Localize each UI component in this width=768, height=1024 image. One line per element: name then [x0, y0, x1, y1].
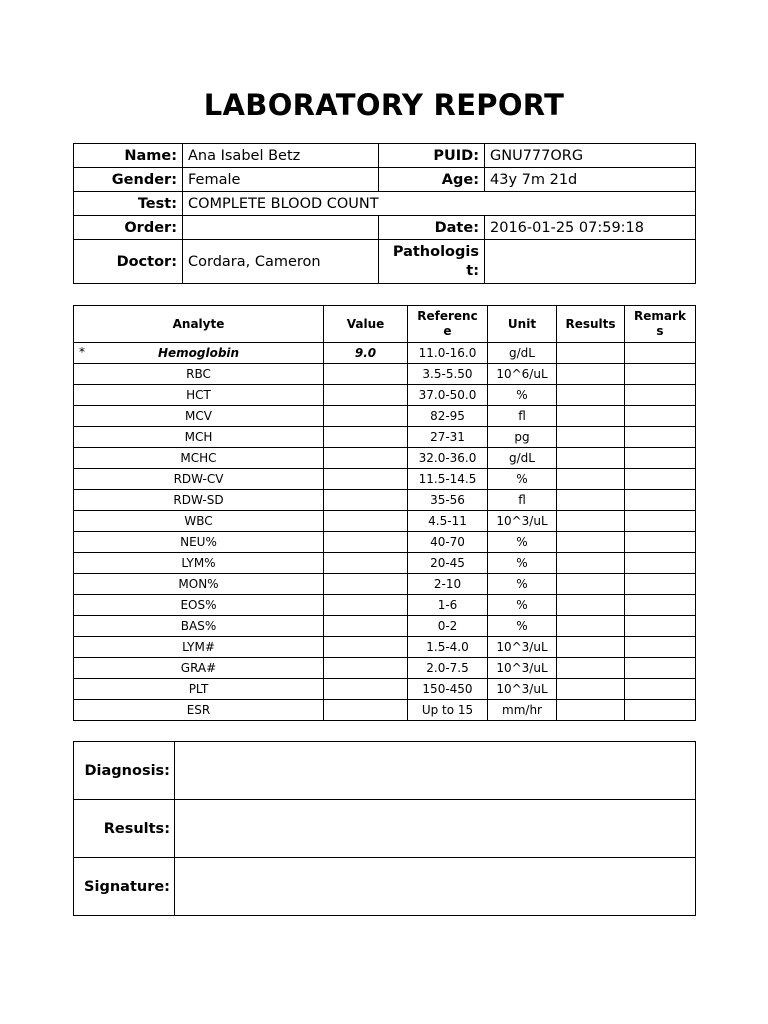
analyte-results [557, 469, 625, 490]
analyte-reference: 82-95 [408, 406, 488, 427]
analyte-cell [74, 511, 324, 532]
analyte-results [557, 574, 625, 595]
table-row [74, 448, 696, 469]
table-row [74, 511, 696, 532]
analyte-name: RDW-SD [173, 493, 224, 507]
analyte-value [324, 511, 408, 532]
analyte-name: MON% [178, 577, 219, 591]
analyte-cell [74, 427, 324, 448]
analyte-unit: % [488, 595, 557, 616]
table-row [74, 469, 696, 490]
header-remarks-line1: Remark [634, 309, 686, 323]
analyte-name: WBC [184, 514, 213, 528]
puid-label: PUID: [379, 144, 485, 168]
analyte-unit: % [488, 616, 557, 637]
analyte-name: MCV [185, 409, 212, 423]
analyte-remarks [625, 385, 696, 406]
signature-label: Signature: [74, 858, 175, 916]
table-row [74, 427, 696, 448]
order-value [183, 216, 379, 240]
analyte-name: PLT [188, 682, 209, 696]
date-label: Date: [379, 216, 485, 240]
analyte-value: 9.0 [324, 343, 408, 364]
analyte-remarks [625, 490, 696, 511]
pathologist-name [485, 240, 696, 284]
gender-label: Gender: [74, 168, 183, 192]
pathologist-label-line2: t: [466, 262, 479, 279]
analyte-name: MCHC [180, 451, 217, 465]
analyte-name: RBC [186, 367, 211, 381]
analyte-unit: 10^3/uL [488, 637, 557, 658]
analyte-remarks [625, 406, 696, 427]
analyte-reference: 150-450 [408, 679, 488, 700]
analyte-results [557, 595, 625, 616]
header-remarks [625, 306, 696, 343]
results-row [74, 800, 696, 858]
analyte-name: GRA# [180, 661, 217, 675]
analyte-reference: 2-10 [408, 574, 488, 595]
analyte-unit: % [488, 574, 557, 595]
analyte-cell [74, 364, 324, 385]
abnormal-flag: * [79, 345, 85, 359]
diagnosis-row [74, 742, 696, 800]
name-label: Name: [74, 144, 183, 168]
info-row-gender [74, 168, 696, 192]
analyte-value [324, 553, 408, 574]
analyte-remarks [625, 427, 696, 448]
analyte-unit: fl [488, 490, 557, 511]
header-reference-line2: e [443, 324, 452, 338]
analyte-cell [74, 469, 324, 490]
report-date: 2016-01-25 07:59:18 [485, 216, 696, 240]
table-row [74, 658, 696, 679]
table-row [74, 595, 696, 616]
analyte-remarks [625, 574, 696, 595]
analyte-cell [74, 343, 324, 364]
header-remarks-line2: s [656, 324, 664, 338]
analyte-results [557, 637, 625, 658]
header-value: Value [324, 306, 408, 343]
analyte-remarks [625, 637, 696, 658]
analyte-remarks [625, 595, 696, 616]
analyte-unit: 10^6/uL [488, 364, 557, 385]
analyte-cell [74, 595, 324, 616]
signature-row [74, 858, 696, 916]
table-row [74, 553, 696, 574]
analyte-results [557, 553, 625, 574]
analyte-unit: fl [488, 406, 557, 427]
analyte-unit: % [488, 532, 557, 553]
analyte-value [324, 448, 408, 469]
table-row [74, 343, 696, 364]
analyte-value [324, 532, 408, 553]
analyte-value [324, 700, 408, 721]
analyte-name: LYM% [181, 556, 216, 570]
analyte-cell [74, 448, 324, 469]
info-row-doctor [74, 240, 696, 284]
analyte-cell [74, 679, 324, 700]
analyte-reference: 32.0-36.0 [408, 448, 488, 469]
analyte-name: NEU% [180, 535, 217, 549]
analyte-name: HCT [186, 388, 211, 402]
analyte-results [557, 616, 625, 637]
header-analyte: Analyte [74, 306, 324, 343]
table-row [74, 532, 696, 553]
analyte-cell [74, 658, 324, 679]
table-row [74, 385, 696, 406]
analyte-name: Hemoglobin [157, 346, 240, 360]
analyte-reference: 1.5-4.0 [408, 637, 488, 658]
info-row-order [74, 216, 696, 240]
patient-info-table [73, 143, 696, 284]
analyte-reference: 4.5-11 [408, 511, 488, 532]
analyte-remarks [625, 343, 696, 364]
analyte-unit: 10^3/uL [488, 511, 557, 532]
analyte-value [324, 616, 408, 637]
analyte-name: EOS% [180, 598, 217, 612]
analyte-remarks [625, 532, 696, 553]
analyte-reference: 11.5-14.5 [408, 469, 488, 490]
analyte-cell [74, 532, 324, 553]
analyte-cell [74, 700, 324, 721]
analyte-value [324, 679, 408, 700]
age-label: Age: [379, 168, 485, 192]
analytes-header-row [74, 306, 696, 343]
analyte-reference: 20-45 [408, 553, 488, 574]
analyte-results [557, 427, 625, 448]
table-row [74, 406, 696, 427]
table-row [74, 637, 696, 658]
info-row-test [74, 192, 696, 216]
analyte-value [324, 658, 408, 679]
header-reference [408, 306, 488, 343]
analyte-cell [74, 385, 324, 406]
analyte-value [324, 469, 408, 490]
table-row [74, 364, 696, 385]
doctor-name: Cordara, Cameron [183, 240, 379, 284]
analyte-cell [74, 574, 324, 595]
test-label: Test: [74, 192, 183, 216]
table-row [74, 490, 696, 511]
analyte-value [324, 637, 408, 658]
analyte-unit: % [488, 385, 557, 406]
analyte-reference: 3.5-5.50 [408, 364, 488, 385]
analyte-cell [74, 490, 324, 511]
analyte-results [557, 490, 625, 511]
info-row-name [74, 144, 696, 168]
analyte-remarks [625, 616, 696, 637]
analyte-unit: g/dL [488, 343, 557, 364]
analyte-remarks [625, 469, 696, 490]
analyte-remarks [625, 658, 696, 679]
table-row [74, 616, 696, 637]
analyte-reference: 35-56 [408, 490, 488, 511]
analytes-table [73, 305, 696, 721]
analyte-results [557, 511, 625, 532]
analyte-results [557, 532, 625, 553]
analyte-unit: pg [488, 427, 557, 448]
analyte-unit: g/dL [488, 448, 557, 469]
header-reference-line1: Referenc [417, 309, 478, 323]
patient-gender: Female [183, 168, 379, 192]
analyte-name: RDW-CV [173, 472, 224, 486]
analyte-unit: 10^3/uL [488, 658, 557, 679]
analyte-results [557, 658, 625, 679]
analyte-remarks [625, 448, 696, 469]
analyte-value [324, 385, 408, 406]
analyte-name: BAS% [180, 619, 217, 633]
header-unit: Unit [488, 306, 557, 343]
patient-age: 43y 7m 21d [485, 168, 696, 192]
analyte-cell [74, 553, 324, 574]
analyte-reference: 0-2 [408, 616, 488, 637]
analyte-results [557, 343, 625, 364]
analyte-remarks [625, 553, 696, 574]
analyte-value [324, 364, 408, 385]
analyte-value [324, 595, 408, 616]
analyte-unit: mm/hr [488, 700, 557, 721]
analyte-reference: 11.0-16.0 [408, 343, 488, 364]
table-row [74, 679, 696, 700]
report-title: LABORATORY REPORT [203, 88, 565, 122]
results-value [175, 800, 696, 858]
results-label: Results: [74, 800, 175, 858]
table-row [74, 574, 696, 595]
analyte-reference: 1-6 [408, 595, 488, 616]
doctor-label: Doctor: [74, 240, 183, 284]
analyte-results [557, 679, 625, 700]
analyte-results [557, 700, 625, 721]
analyte-remarks [625, 679, 696, 700]
analyte-remarks [625, 364, 696, 385]
diagnosis-label: Diagnosis: [74, 742, 175, 800]
header-results: Results [557, 306, 625, 343]
analyte-results [557, 364, 625, 385]
analyte-cell [74, 616, 324, 637]
signature-value [175, 858, 696, 916]
analyte-name: LYM# [182, 640, 215, 654]
analyte-remarks [625, 700, 696, 721]
analyte-reference: 40-70 [408, 532, 488, 553]
analyte-value [324, 406, 408, 427]
diagnosis-value [175, 742, 696, 800]
analyte-unit: % [488, 553, 557, 574]
analyte-reference: Up to 15 [408, 700, 488, 721]
analyte-results [557, 385, 625, 406]
pathologist-label [379, 240, 485, 284]
order-label: Order: [74, 216, 183, 240]
analyte-unit: % [488, 469, 557, 490]
analyte-results [557, 406, 625, 427]
analyte-remarks [625, 511, 696, 532]
analyte-cell [74, 637, 324, 658]
analyte-reference: 27-31 [408, 427, 488, 448]
analyte-cell [74, 406, 324, 427]
pathologist-label-line1: Pathologis [392, 243, 479, 260]
patient-puid: GNU777ORG [485, 144, 696, 168]
analyte-name: MCH [184, 430, 213, 444]
test-name: COMPLETE BLOOD COUNT [183, 192, 696, 216]
analyte-unit: 10^3/uL [488, 679, 557, 700]
analyte-value [324, 490, 408, 511]
patient-name: Ana Isabel Betz [183, 144, 379, 168]
analyte-results [557, 448, 625, 469]
analyte-reference: 37.0-50.0 [408, 385, 488, 406]
table-row [74, 700, 696, 721]
analyte-reference: 2.0-7.5 [408, 658, 488, 679]
analyte-value [324, 574, 408, 595]
analyte-value [324, 427, 408, 448]
signoff-table [73, 741, 696, 916]
analyte-name: ESR [186, 703, 211, 717]
